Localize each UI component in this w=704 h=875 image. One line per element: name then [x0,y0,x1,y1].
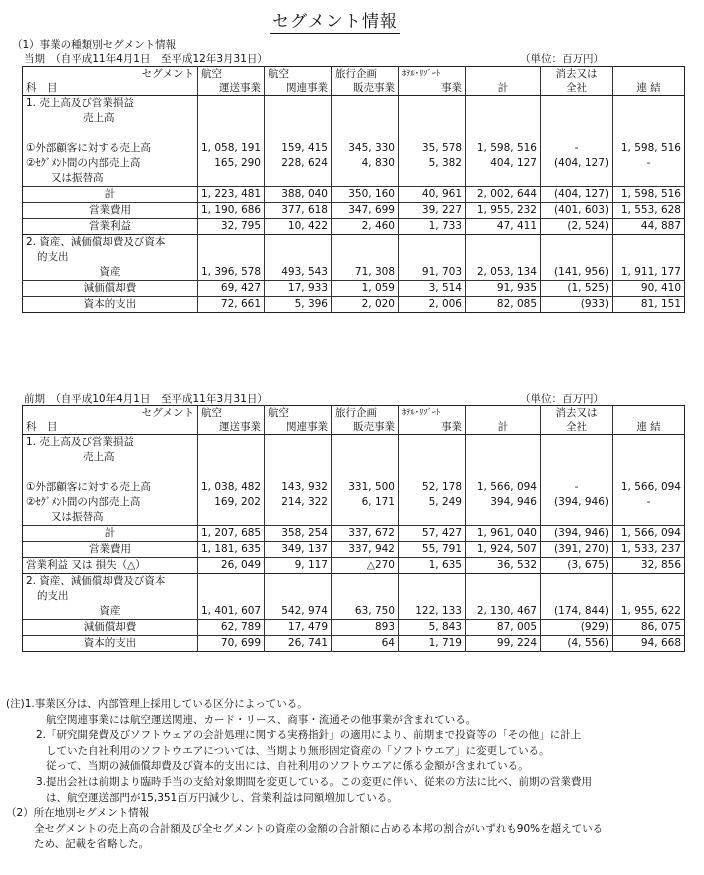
previous-unit-label: （単位：百万円） [520,393,604,405]
table-row: ①外部顧客に対する売上高 1, 038, 482 143, 932 331, 500 52, 178 1, 566, 094 - 1, 566, 094 [23,480,685,495]
header-col3: 旅行企画 [332,67,399,82]
current-segment-table [22,66,685,313]
section-sales-heading: 1. 売上高及び営業損益 [23,96,685,112]
section2-text-cont: ため、記載を省略した。 [34,838,150,851]
spacer-row [23,126,685,141]
operating-income-row: 営業利益 又は 損失（△） 26, 049 9, 117 △270 1, 635 36, 532 (3, 675) 32, 856 [23,558,685,574]
opex-row: 営業費用 1, 190, 686 377, 618 347, 699 39, 227 1, 955, 232 (401, 603) 1, 553, 628 [23,203,685,219]
section-assets-heading: 2. 資産、減価償却費及び資本 [23,235,685,251]
capex-row: 資本的支出 72, 661 5, 396 2, 020 2, 006 82, 085 (933) 81, 151 [23,297,685,313]
section2-text: 全セグメントの売上高の合計額及び全セグメントの資産の金額の合計額に占める本邦の割合がいずれも90%を超えている [34,822,604,835]
header-segment: セグメント [141,68,194,80]
table-row-label-cont: 又は振替高 [23,171,685,187]
section-sales-heading: 1. 売上高及び営業損益 [23,435,685,451]
header-col4b: 事業 [399,81,466,96]
footnotes [6,697,700,853]
table-row: ②ｾｸﾞﾒﾝﾄ間の内部売上高 169, 202 214, 322 6, 171 5, 249 394, 946 (394, 946) - [23,495,685,510]
section-assets-heading: 2. 資産、減価償却費及び資本 [23,574,685,590]
spacer-row [23,465,685,480]
page-title: セグメント情報 [270,7,400,34]
header-col4: ﾎﾃﾙ･ﾘｿﾞｰﾄ [399,67,466,82]
section-sales-sub: 売上高 [23,450,685,465]
capex-row: 資本的支出 70, 699 26, 741 64 1, 719 99, 224 (4, 556) 94, 668 [23,636,685,652]
header-row-1: セグメント 航空 航空 旅行企画 ﾎﾃﾙ･ﾘｿﾞｰﾄ 消去又は [23,406,685,421]
header-col2: 航空 [265,67,332,82]
note-2-detail: 従って、当期の減価償却費及び資本的支出には、自社利用のソフトウエアに係る金額が含まれている。 [46,760,529,773]
section1-heading: （1）事業の種類別セグメント情報 [12,39,177,51]
header-col1: 航空 [198,67,265,82]
note-1: (注)1.事業区分は、内部管理上採用している区分によっている。 [6,698,308,710]
header-col5: 計 [466,81,541,96]
current-period-label: 当期 （自平成11年4月1日 至平成12年3月31日） [24,53,268,65]
depreciation-row: 減価償却費 62, 789 17, 479 893 5, 843 87, 005 (929) 86, 075 [23,620,685,636]
note-2-cont: していた自社利用のソフトウエアについては、当期より無形固定資産の「ソフトウエア」に変更している。 [46,744,550,757]
header-row-1 [23,67,685,82]
section-assets-heading-cont: 的支出 [23,589,685,604]
header-col3b: 販売事業 [332,81,399,96]
note-1-detail: 航空関連事業には航空運送関連、カード・リース、商事・流通その他事業が含まれている。 [46,713,477,726]
table-row: ②ｾｸﾞﾒﾝﾄ間の内部売上高 165, 290 228, 624 4, 830 5, 382 404, 127 (404, 127) - [23,156,685,171]
note-3-cont: は、航空運送部門が15,351百万円減少し、営業利益は同額増加している。 [46,791,398,804]
section-assets-heading-cont: 的支出 [23,250,685,265]
header-col7: 連 結 [613,81,685,96]
header-col2b: 関連事業 [265,81,332,96]
note-2: 2.「研究開発費及びソフトウェアの会計処理に関する実務指針」の適用により、前期まで投資等の「その他」に計上 [36,729,582,742]
assets-row: 資産 1, 401, 607 542, 974 63, 750 122, 133 2, 130, 467 (174, 844) 1, 955, 622 [23,604,685,620]
header-item: 科 目 [23,81,198,96]
header-col1b: 運送事業 [198,81,265,96]
assets-row: 資産 1, 396, 578 493, 543 71, 308 91, 703 2, 053, 134 (141, 956) 1, 911, 177 [23,265,685,281]
total-row: 計 1, 207, 685 358, 254 337, 672 57, 427 1, 961, 040 (394, 946) 1, 566, 094 [23,526,685,542]
total-row: 計 1, 223, 481 388, 040 350, 160 40, 961 2, 002, 644 (404, 127) 1, 598, 516 [23,187,685,203]
header-col6: 消去又は [541,67,613,82]
table-row: ①外部顧客に対する売上高 1, 058, 191 159, 415 345, 330 35, 578 1, 598, 516 - 1, 598, 516 [23,141,685,156]
header-row-2: 科 目 運送事業 関連事業 販売事業 事業 計 全社 連 結 [23,420,685,435]
header-col6b: 全社 [541,81,613,96]
section-sales-sub: 売上高 [23,111,685,126]
opex-row: 営業費用 1, 181, 635 349, 137 337, 942 55, 791 1, 924, 507 (391, 270) 1, 533, 237 [23,542,685,558]
operating-income-row: 営業利益 32, 795 10, 422 2, 460 1, 733 47, 411 (2, 524) 44, 887 [23,219,685,235]
note-3: 3.提出会社は前期より臨時手当の支給対象期間を変更している。この変更に伴い、従来の方法に比べ、前期の営業費用 [36,775,593,788]
current-unit-label: （単位：百万円） [520,53,604,65]
table-row-label-cont: 又は振替高 [23,510,685,526]
depreciation-row: 減価償却費 69, 427 17, 933 1, 059 3, 514 91, 935 (1, 525) 90, 410 [23,281,685,297]
previous-segment-table [22,405,685,652]
section2-heading: （2）所在地別セグメント情報 [6,807,150,820]
header-row-2 [23,81,685,96]
previous-period-label: 前期 （自平成10年4月1日 至平成11年3月31日） [24,393,268,405]
